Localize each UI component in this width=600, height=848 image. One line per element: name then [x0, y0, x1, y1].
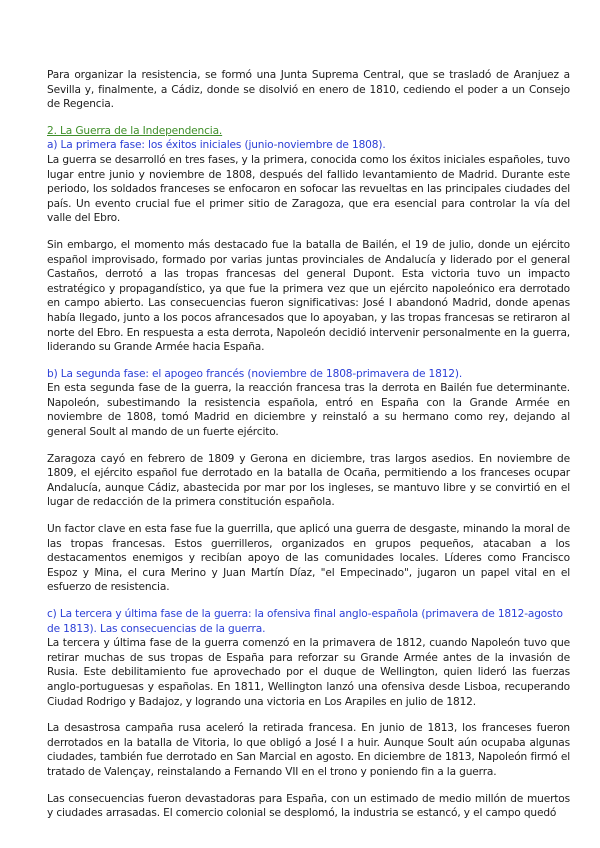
- intro-paragraph: Para organizar la resistencia, se formó una Junta Suprema Central, que se trasladó de Aranjuez a Sevilla y, finalmente, a Cádiz, donde se disolvió en enero de 1810, cediendo el poder a un Consejo de Regencia.: [47, 69, 570, 111]
- phase2-paragraph-1: En esta segunda fase de la guerra, la reacción francesa tras la derrota en Bailén fue determinante. Napoleón, subestimando la resistencia española, entró en España con la Grande Armée en noviembre de 1808, tomó Madrid en diciembre y reinstaló a su hermano como rey, dejando al general Soult al mando de un fuerte ejército.: [47, 382, 570, 439]
- phase2-heading: b) La segunda fase: el apogeo francés (noviembre de 1808-primavera de 1812).: [47, 367, 463, 380]
- phase1-paragraph-1: La guerra se desarrolló en tres fases, y la primera, conocida como los éxitos iniciales españoles, tuvo lugar entre junio y noviembre de 1808, después del fallido levantamiento de Madrid. Durante este periodo, los soldados franceses se enfocaron en sofocar las revueltas en las principales ciudades del país. Un evento crucial fue el primer sitio de Zaragoza, que era esencial para controlar la vía del valle del Ebro.: [47, 153, 570, 225]
- phase2-paragraph-3: Un factor clave en esta fase fue la guerrilla, que aplicó una guerra de desgaste, minando la moral de las tropas francesas. Estos guerrilleros, organizados en grupos pequeños, atacaban a los destacamentos enemigos y recibían apoyo de las comunidades locales. Líderes como Francisco Espoz y Mina, el cura Merino y Juan Martín Díaz, "el Empecinado", jugaron un papel vital en el esfuerzo de resistencia.: [47, 523, 570, 594]
- phase1-paragraph-2: Sin embargo, el momento más destacado fue la batalla de Bailén, el 19 de julio, donde un ejército español improvisado, formado por varias juntas provinciales de Andalucía y liderado por el general Castaños, derrotó a las tropas francesas del general Dupont. Esta victoria tuvo un impacto estratégico y propagandístico, ya que fue la primera vez que un ejército napoleónico era derrotado en campo abierto. Las consecuencias fueron significativas: José I abandonó Madrid, donde apenas había llegado, junto a los pocos afrancesados que lo apoyaban, y las tropas francesas se retiraron al norte del Ebro. En respuesta a esta derrota, Napoleón decidió intervenir personalmente en la guerra, liderando su Grande Armée hacia España.: [47, 238, 570, 354]
- phase3-paragraph-1: La tercera y última fase de la guerra comenzó en la primavera de 1812, cuando Napoleón tuvo que retirar muchas de sus tropas de España para reforzar su Grande Armée antes de la invasión de Rusia. Este debilitamiento fue aprovechado por el duque de Wellington, quien lideró las fuerzas anglo-portuguesas y españolas. En 1811, Wellington lanzó una ofensiva desde Lisboa, recuperando Ciudad Rodrigo y Badajoz, y logrando una victoria en Los Arapiles en julio de 1812.: [47, 637, 570, 708]
- phase3-paragraph-2: La desastrosa campaña rusa aceleró la retirada francesa. En junio de 1813, los franceses fueron derrotados en la batalla de Vitoria, lo que obligó a José I a huir. Aunque Soult aún ocupaba algunas ciudades, también fue derrotado en San Marcial en agosto. En diciembre de 1813, Napoleón firmó el tratado de Valençay, reinstalando a Fernando VII en el trono y poniendo fin a la guerra.: [47, 722, 570, 778]
- phase2-paragraph-2: Zaragoza cayó en febrero de 1809 y Gerona en diciembre, tras largos asedios. En noviembre de 1809, el ejército español fue derrotado en la batalla de Ocaña, permitiendo a los franceses ocupar Andalucía, aunque Cádiz, abastecida por mar por los ingleses, se mantuvo libre y se convirtió en el lugar de redacción de la primera constitución española.: [47, 452, 570, 509]
- section-heading: 2. La Guerra de la Independencia.: [47, 124, 223, 137]
- phase3-heading: c) La tercera y última fase de la guerra: la ofensiva final anglo-española (primavera de 1812-agosto de 1813). Las consecuencias de la guerra.: [47, 608, 563, 635]
- phase1-heading: a) La primera fase: los éxitos iniciales (junio-noviembre de 1808).: [47, 139, 386, 152]
- phase3-paragraph-3: Las consecuencias fueron devastadoras para España, con un estimado de medio millón de muertos y ciudades arrasadas. El comercio colonial se desplomó, la industria se estancó, y el campo quedó: [47, 792, 570, 820]
